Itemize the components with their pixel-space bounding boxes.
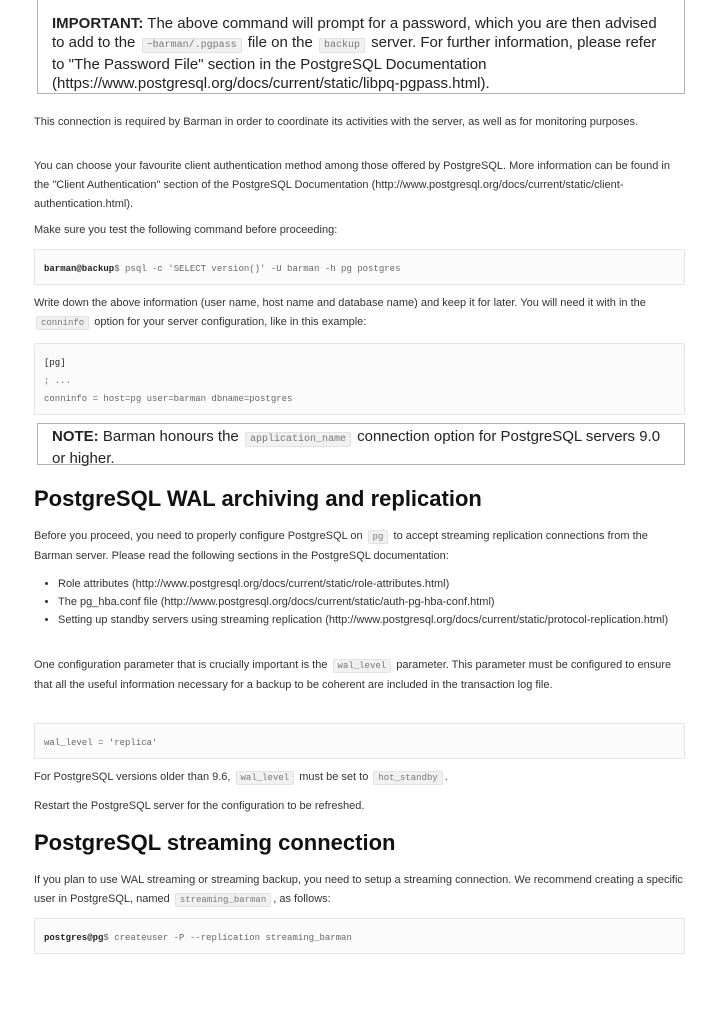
note-text-2: connection option for PostgreSQL servers 9.0 or higher. [52,428,661,467]
conninfo-code: conninfo [36,316,89,330]
code-command-createuser: $ createuser -P --replication streaming_barman [103,933,352,943]
paragraph-connection: This connection is required by Barman in order to coordinate its activities with the server, as well as for monitoring purposes. [34,116,639,128]
paragraph-writedown [34,294,684,333]
config-line-2: ; ... [44,376,72,386]
older-text-3: . [444,771,448,783]
paragraph-older-versions [34,768,684,788]
note-label: NOTE: [52,428,99,445]
paragraph-wal-level [34,656,684,695]
important-text-2: file on the [247,34,313,51]
code-block-config [34,343,685,415]
code-prompt: barman@backup [44,264,115,274]
older-text-2: must be set to [299,771,369,783]
writedown-text-1: Write down the above information (user name, host name and database name) and keep it for later. You will need it with in the [34,297,646,309]
important-text-1: The above command will prompt for a password, which you are then advised to add to the [52,15,657,51]
hot-standby-code: hot_standby [373,771,442,785]
paragraph-restart: Restart the PostgreSQL server for the configuration to be refreshed. [34,800,365,812]
heading-streaming-connection: PostgreSQL streaming connection [34,830,396,855]
wal-intro-text-1: Before you proceed, you need to properly configure PostgreSQL on [34,530,363,542]
backup-server-code: backup [319,38,365,53]
important-admonition [37,0,685,94]
paragraph-wal-intro [34,527,684,566]
list-item: • Role attributes (http://www.postgresql.org/docs/current/static/role-attributes.html) [58,575,684,593]
wal-level-code-2: wal_level [236,771,295,785]
streaming-barman-code: streaming_barman [175,893,271,907]
streaming-text-2: , as follows: [273,893,331,905]
list-item: • Setting up standby servers using streaming replication (http://www.postgresql.org/docs/current/static/protocol-replication.html) [58,611,684,629]
writedown-text-2: option for your server configuration, like in this example: [94,316,367,328]
code-prompt-postgres: postgres@pg [44,933,104,943]
important-text-3: server. For further information, please refer to "The Password File" section in the PostgreSQL Documentation (https://www.postgresql.org/docs/current/static/libpq-pgpass.html). [52,34,657,92]
wal-level-code: wal_level [333,659,392,673]
documentation-links-list [34,575,684,629]
pgpass-path-code: ~barman/.pgpass [142,38,242,53]
wal-intro-text-2: to accept streaming replication connections from the Barman server. Please read the following sections in the PostgreSQL documentation: [34,530,648,562]
paragraph-test: Make sure you test the following command before proceeding: [34,224,338,236]
code-block-wal-level: wal_level = 'replica' [34,723,685,759]
code-command: $ psql -c 'SELECT version()' -U barman -h pg postgres [114,264,401,274]
note-admonition [37,423,685,465]
code-block-psql [34,249,685,285]
code-block-createuser [34,918,685,954]
param-text-1: One configuration parameter that is crucially important is the [34,659,328,671]
application-name-code: application_name [245,432,351,447]
streaming-text-1: If you plan to use WAL streaming or streaming backup, you need to setup a streaming connection. We recommend creating a specific user in PostgreSQL, named [34,874,683,905]
heading-wal-archiving: PostgreSQL WAL archiving and replication [34,486,482,511]
config-line-1: [pg] [44,358,66,368]
important-label: IMPORTANT: [52,15,144,32]
paragraph-auth: You can choose your favourite client authentication method among those offered by PostgreSQL. More information can be found in the "Client Authentication" section of the PostgreSQL Documentation (http://www.postgresql.org/docs/current/static/client-authentication.html). [34,160,670,210]
paragraph-streaming [34,871,684,910]
config-line-3: conninfo = host=pg user=barman dbname=postgres [44,394,293,404]
pg-host-code: pg [368,530,389,544]
older-text-1: For PostgreSQL versions older than 9.6, [34,771,231,783]
param-text-2: parameter. This parameter must be configured to ensure that all the useful information necessary for a backup to be coherent are included in the transaction log file. [34,659,672,691]
list-item: • The pg_hba.conf file (http://www.postgresql.org/docs/current/static/auth-pg-hba-conf.html) [58,593,684,611]
note-text-1: Barman honours the [102,428,239,445]
